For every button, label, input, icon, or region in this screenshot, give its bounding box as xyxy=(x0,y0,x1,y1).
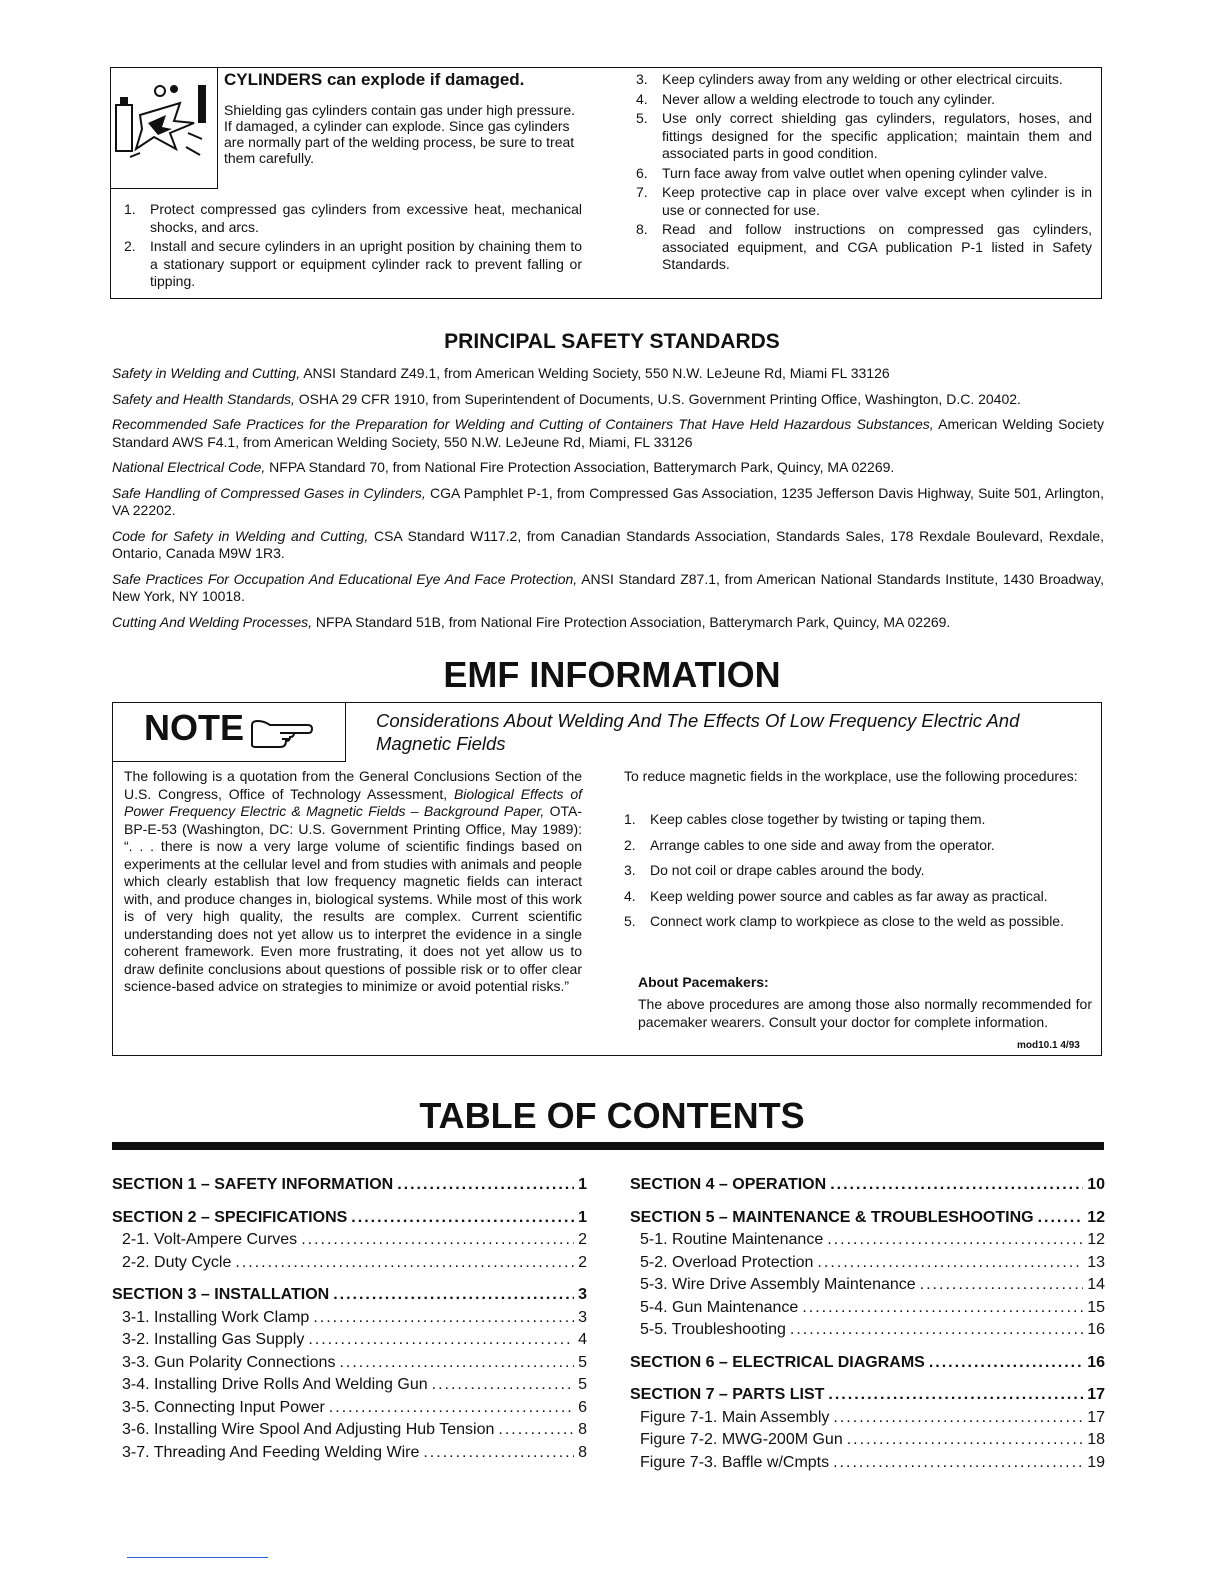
toc-page-number: 13 xyxy=(1087,1253,1105,1271)
emf-subtitle: Considerations About Welding And The Effects Of Low Frequency Electric And Magnetic Fields xyxy=(376,710,1020,754)
standard-details: NFPA Standard 70, from National Fire Protection Association, Batterymarch Park, Quincy, MA 02269. xyxy=(265,459,895,475)
toc-entry-label: SECTION 6 – ELECTRICAL DIAGRAMS xyxy=(630,1353,925,1371)
toc-leader-dots xyxy=(833,1409,1083,1427)
toc-entry-label: 3-7. Threading And Feeding Welding Wire xyxy=(122,1443,420,1461)
item-text: Keep cables close together by twisting or taping them. xyxy=(650,811,986,827)
toc-leader-dots xyxy=(333,1286,574,1304)
toc-subsection-entry[interactable] xyxy=(630,1454,1105,1477)
standard-title: Safety and Health Standards, xyxy=(112,390,295,407)
toc-leader-dots xyxy=(833,1454,1083,1472)
toc-section-entry[interactable] xyxy=(112,1176,587,1199)
standard-title: Safe Handling of Compressed Gases in Cylinders, xyxy=(112,484,426,501)
pointing-hand-icon xyxy=(250,719,314,749)
toc-entry-label: 3-3. Gun Polarity Connections xyxy=(122,1353,336,1371)
toc-entry-label: 2-1. Volt-Ampere Curves xyxy=(122,1231,298,1248)
emf-procedure-item xyxy=(624,888,1092,906)
toc-section-entry[interactable] xyxy=(630,1176,1105,1199)
safety-standard-item xyxy=(112,391,1104,409)
emf-procedures-intro: To reduce magnetic fields in the workplace, use the following procedures: xyxy=(624,768,1078,784)
item-text: Connect work clamp to workpiece as close to the weld as possible. xyxy=(650,913,1064,929)
cylinder-icon-box xyxy=(110,67,218,189)
toc-subsection-entry[interactable] xyxy=(112,1376,587,1399)
toc-entry-label: 3-1. Installing Work Clamp xyxy=(122,1308,310,1326)
note-label: NOTE xyxy=(144,707,245,748)
standard-title: Recommended Safe Practices for the Preparation for Welding and Cutting of Containers That Have Held Hazardous Substances, xyxy=(112,416,934,432)
standard-details: ANSI Standard Z87.1, from American National Standards Institute, 1430 Broadway, New York, NY 10018. xyxy=(112,570,1104,604)
item-text: Read and follow instructions on compressed gas cylinders, associated equipment, and CGA publication P-1 listed in Safety Standards. xyxy=(662,221,1092,272)
emf-procedures-list xyxy=(624,811,1092,939)
toc-leader-dots xyxy=(790,1321,1083,1339)
safety-standard-item xyxy=(112,365,1104,383)
toc-entry-label: SECTION 3 – INSTALLATION xyxy=(112,1286,330,1303)
toc-entry-label: SECTION 4 – OPERATION xyxy=(630,1176,827,1193)
cylinder-warning-description: Shielding gas cylinders contain gas under high pressure. If damaged, a cylinder can explode. Since gas cylinders are normally part of the welding process, be sure to treat them carefully. xyxy=(224,102,575,166)
toc-leader-dots xyxy=(802,1299,1083,1317)
item-number: 8. xyxy=(636,221,648,237)
toc-section-entry[interactable] xyxy=(630,1209,1105,1232)
safety-standard-item xyxy=(112,459,1104,477)
toc-leader-dots xyxy=(920,1276,1084,1294)
safety-standard-item xyxy=(112,485,1104,520)
standard-title: National Electrical Code, xyxy=(112,459,266,475)
toc-section-entry[interactable] xyxy=(112,1209,587,1232)
item-number: 7. xyxy=(636,184,648,200)
standard-title: Safety in Welding and Cutting, xyxy=(112,365,301,381)
toc-section-entry[interactable] xyxy=(630,1386,1105,1409)
toc-page-number: 12 xyxy=(1087,1231,1105,1248)
cylinder-precaution-item xyxy=(636,110,1092,163)
toc-right-column xyxy=(630,1176,1105,1476)
toc-leader-dots xyxy=(830,1176,1083,1194)
pacemaker-title: About Pacemakers: xyxy=(638,974,769,990)
toc-leader-dots xyxy=(235,1254,574,1272)
cylinder-precautions-right xyxy=(636,71,1092,276)
toc-entry-label: 5-4. Gun Maintenance xyxy=(640,1298,799,1316)
cylinder-warning-title: CYLINDERS can explode if damaged. xyxy=(224,70,525,89)
toc-leader-dots xyxy=(432,1376,574,1394)
toc-subsection-entry[interactable] xyxy=(112,1354,587,1377)
item-number: 1. xyxy=(124,201,136,217)
toc-page-number: 17 xyxy=(1087,1386,1105,1403)
toc-leader-dots xyxy=(301,1231,574,1249)
toc-entry-label: SECTION 7 – PARTS LIST xyxy=(630,1386,825,1403)
item-number: 5. xyxy=(624,913,636,929)
toc-entry-label: Figure 7-2. MWG-200M Gun xyxy=(640,1431,843,1448)
item-text: Keep welding power source and cables as far away as practical. xyxy=(650,887,1048,904)
toc-left-column xyxy=(112,1176,587,1466)
toc-leader-dots xyxy=(1038,1209,1084,1227)
toc-page-number: 5 xyxy=(578,1353,587,1371)
toc-page-number: 3 xyxy=(578,1308,587,1326)
toc-page-number: 12 xyxy=(1087,1208,1105,1226)
toc-subsection-entry[interactable] xyxy=(112,1231,587,1254)
item-number: 4. xyxy=(624,887,636,904)
toc-page-number: 19 xyxy=(1087,1453,1105,1471)
item-text: Keep protective cap in place over valve except when cylinder is in use or connected for use. xyxy=(662,184,1092,218)
item-number: 1. xyxy=(624,811,636,827)
cylinder-precaution-item xyxy=(636,184,1092,219)
safety-standards-list xyxy=(112,365,1104,639)
toc-subsection-entry[interactable] xyxy=(112,1254,587,1277)
footer-link-underline xyxy=(127,1557,268,1558)
standard-details: CSA Standard W117.2, from Canadian Standards Association, Standards Sales, 178 Rexdale Boulevard, Rexdale, Ontario, Canada M9W 1R3. xyxy=(112,527,1104,561)
toc-page-number: 18 xyxy=(1087,1431,1105,1448)
toc-entry-label: 3-4. Installing Drive Rolls And Welding Gun xyxy=(122,1376,428,1393)
toc-leader-dots xyxy=(339,1354,574,1372)
item-text: Do not coil or drape cables around the body. xyxy=(650,862,925,878)
toc-entry-label: SECTION 5 – MAINTENANCE & TROUBLESHOOTING xyxy=(630,1208,1034,1226)
item-number: 6. xyxy=(636,164,648,181)
item-number: 5. xyxy=(636,110,648,126)
item-number: 4. xyxy=(636,90,648,107)
item-text: Turn face away from valve outlet when opening cylinder valve. xyxy=(662,164,1048,181)
standard-details: American Welding Society Standard AWS F4.1, from American Welding Society, 550 N.W. LeJeune Rd, Miami, FL 33126 xyxy=(112,416,1104,450)
toc-leader-dots xyxy=(313,1309,574,1327)
pacemaker-text: The above procedures are among those also normally recommended for pacemaker wearers. Consult your doctor for complete information. xyxy=(638,996,1092,1030)
standard-title: Code for Safety in Welding and Cutting, xyxy=(112,527,369,544)
toc-entry-label: 5-3. Wire Drive Assembly Maintenance xyxy=(640,1276,916,1293)
toc-page-number: 5 xyxy=(578,1376,587,1393)
cylinder-precaution-item xyxy=(124,201,582,236)
toc-subsection-entry[interactable] xyxy=(630,1254,1105,1277)
toc-leader-dots xyxy=(329,1399,574,1417)
toc-page-number: 16 xyxy=(1087,1353,1105,1371)
standard-title: Safe Practices For Occupation And Educational Eye And Face Protection, xyxy=(112,570,578,587)
toc-entry-label: SECTION 1 – SAFETY INFORMATION xyxy=(112,1176,394,1193)
toc-page-number: 4 xyxy=(578,1331,587,1348)
toc-section-entry[interactable] xyxy=(630,1354,1105,1377)
emf-heading: EMF INFORMATION xyxy=(443,654,781,695)
toc-page-number: 1 xyxy=(578,1208,587,1226)
standard-title: Cutting And Welding Processes, xyxy=(112,613,312,630)
toc-page-number: 8 xyxy=(578,1443,587,1461)
cylinder-precaution-item xyxy=(636,91,1092,109)
toc-page-number: 17 xyxy=(1087,1408,1105,1426)
toc-subsection-entry[interactable] xyxy=(630,1431,1105,1454)
emf-procedure-item xyxy=(624,862,1092,880)
toc-subsection-entry[interactable] xyxy=(630,1409,1105,1432)
toc-page-number: 6 xyxy=(578,1398,587,1416)
toc-entry-label: 5-1. Routine Maintenance xyxy=(640,1231,824,1248)
toc-page-number: 2 xyxy=(578,1231,587,1248)
toc-leader-dots xyxy=(929,1354,1083,1372)
safety-standard-item xyxy=(112,571,1104,606)
safety-standards-heading: PRINCIPAL SAFETY STANDARDS xyxy=(444,330,780,353)
item-number: 2. xyxy=(124,238,136,254)
toc-leader-dots xyxy=(423,1444,574,1462)
toc-subsection-entry[interactable] xyxy=(112,1309,587,1332)
toc-entry-label: SECTION 2 – SPECIFICATIONS xyxy=(112,1208,348,1226)
toc-leader-dots xyxy=(498,1421,574,1439)
item-text: Arrange cables to one side and away from the operator. xyxy=(650,836,995,853)
item-text: Use only correct shielding gas cylinders, regulators, hoses, and fittings designed for the specific application; maintain them and associated parts in good condition. xyxy=(662,110,1092,161)
emf-quotation xyxy=(124,768,582,996)
toc-leader-dots xyxy=(817,1254,1083,1272)
safety-standard-item xyxy=(112,614,1104,632)
toc-subsection-entry[interactable] xyxy=(630,1276,1105,1299)
standard-details: CGA Pamphlet P-1, from Compressed Gas Association, 1235 Jefferson Davis Highway, Suite 501, Arlington, VA 22202. xyxy=(112,484,1104,518)
toc-page-number: 3 xyxy=(578,1286,587,1303)
toc-entry-label: Figure 7-1. Main Assembly xyxy=(640,1408,830,1426)
toc-leader-dots xyxy=(351,1209,574,1227)
toc-page-number: 15 xyxy=(1087,1298,1105,1316)
safety-standard-item xyxy=(112,528,1104,563)
toc-page-number: 14 xyxy=(1087,1276,1105,1293)
item-number: 3. xyxy=(636,71,648,87)
toc-leader-dots xyxy=(828,1386,1083,1404)
toc-leader-dots xyxy=(827,1231,1083,1249)
toc-subsection-entry[interactable] xyxy=(112,1421,587,1444)
toc-leader-dots xyxy=(397,1176,574,1194)
toc-entry-label: Figure 7-3. Baffle w/Cmpts xyxy=(640,1453,830,1471)
toc-leader-dots xyxy=(308,1331,574,1349)
toc-subsection-entry[interactable] xyxy=(630,1299,1105,1322)
item-number: 3. xyxy=(624,862,636,878)
toc-entry-label: 2-2. Duty Cycle xyxy=(122,1253,232,1271)
toc-page-number: 2 xyxy=(578,1253,587,1271)
cylinder-precaution-item xyxy=(636,221,1092,274)
standard-details: ANSI Standard Z49.1, from American Welding Society, 550 N.W. LeJeune Rd, Miami FL 33126 xyxy=(300,365,890,381)
exploding-cylinder-icon xyxy=(110,67,216,167)
cylinder-precaution-item xyxy=(636,165,1092,183)
toc-page-number: 10 xyxy=(1087,1176,1105,1193)
safety-standard-item xyxy=(112,416,1104,451)
standard-details: NFPA Standard 51B, from National Fire Protection Association, Batterymarch Park, Quincy, MA 02269. xyxy=(312,613,951,630)
quote-post: OTA-BP-E-53 (Washington, DC: U.S. Government Printing Office, May 1989): “. . . there is now a very large volume of scientific findings based on experiments at the cellular level and from studies with animals and people which clearly establish that low frequency magnetic fields can interact with, and produce changes in, biological systems. While most of this work is of very high quality, the results are complex. Current scientific understanding does not yet allow us to interpret the evidence in a single coherent framework. Even more frustrating, it does not yet allow us to draw definite conclusions about questions of possible risk or to offer clear science-based advice on strategies to minimize or avoid potential risks.” xyxy=(124,803,582,994)
toc-rule xyxy=(112,1142,1104,1150)
item-text: Protect compressed gas cylinders from excessive heat, mechanical shocks, and arcs. xyxy=(150,201,582,235)
cylinder-precaution-item xyxy=(124,238,582,291)
toc-leader-dots xyxy=(847,1431,1083,1449)
quote-pre: The following is a quotation from the General Conclusions Section of the U.S. Congress, Office of Technology Assessment, xyxy=(124,768,582,802)
toc-subsection-entry[interactable] xyxy=(630,1231,1105,1254)
toc-entry-label: 3-6. Installing Wire Spool And Adjusting Hub Tension xyxy=(122,1421,495,1438)
item-text: Install and secure cylinders in an upright position by chaining them to a stationary support or equipment cylinder rack to prevent falling or tipping. xyxy=(150,238,582,289)
toc-subsection-entry[interactable] xyxy=(112,1331,587,1354)
emf-procedure-item xyxy=(624,811,1092,829)
item-number: 2. xyxy=(624,836,636,853)
toc-page-number: 8 xyxy=(578,1421,587,1438)
toc-heading: TABLE OF CONTENTS xyxy=(419,1095,805,1136)
quote-title: Biological Effects of Power Frequency Electric & Magnetic Fields – Background Paper, xyxy=(124,785,582,819)
toc-subsection-entry[interactable] xyxy=(112,1399,587,1422)
cylinder-precaution-item xyxy=(636,71,1092,89)
toc-subsection-entry[interactable] xyxy=(630,1321,1105,1344)
toc-subsection-entry[interactable] xyxy=(112,1444,587,1467)
emf-procedure-item xyxy=(624,837,1092,855)
item-text: Never allow a welding electrode to touch any cylinder. xyxy=(662,90,996,107)
toc-entry-label: 5-5. Troubleshooting xyxy=(640,1321,786,1338)
toc-entry-label: 3-5. Connecting Input Power xyxy=(122,1398,325,1416)
cylinder-precautions-left xyxy=(124,201,582,293)
toc-section-entry[interactable] xyxy=(112,1286,587,1309)
toc-entry-label: 5-2. Overload Protection xyxy=(640,1253,814,1271)
toc-page-number: 1 xyxy=(578,1176,587,1193)
standard-details: OSHA 29 CFR 1910, from Superintendent of Documents, U.S. Government Printing Office, Washington, D.C. 20402. xyxy=(294,390,1021,407)
emf-procedure-item xyxy=(624,913,1092,931)
toc-page-number: 16 xyxy=(1087,1321,1105,1338)
item-text: Keep cylinders away from any welding or other electrical circuits. xyxy=(662,71,1063,87)
emf-document-code: mod10.1 4/93 xyxy=(1017,1040,1080,1051)
toc-entry-label: 3-2. Installing Gas Supply xyxy=(122,1331,305,1348)
